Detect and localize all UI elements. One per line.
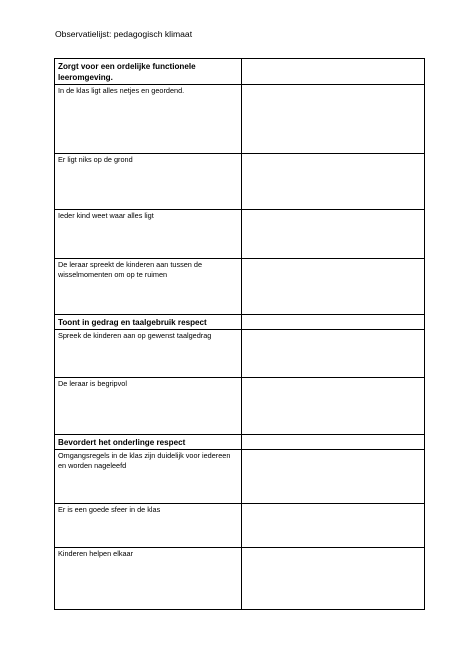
observation-cell[interactable] (242, 330, 425, 378)
table-row (55, 154, 425, 210)
section-header-label: Toont in gedrag en taalgebruik respect (55, 315, 242, 330)
criterion-label: Omgangsregels in de klas zijn duidelijk voor iedereen en worden nageleefd (55, 450, 242, 504)
table-row (55, 85, 425, 154)
criterion-label: Er ligt niks op de grond (55, 154, 242, 210)
criterion-label: Spreek de kinderen aan op gewenst taalgedrag (55, 330, 242, 378)
table-row (55, 450, 425, 504)
section-header-label: Zorgt voor een ordelijke functionele leeromgeving. (55, 59, 242, 85)
observation-table (54, 58, 425, 610)
observation-cell[interactable] (242, 259, 425, 315)
page-title: Observatielijst: pedagogisch klimaat (55, 29, 193, 39)
table-row (55, 210, 425, 259)
observation-cell[interactable] (242, 85, 425, 154)
table-row (55, 330, 425, 378)
table-row (55, 378, 425, 435)
section-header-label: Bevordert het onderlinge respect (55, 435, 242, 450)
table-row (55, 504, 425, 548)
criterion-label: Ieder kind weet waar alles ligt (55, 210, 242, 259)
observation-cell[interactable] (242, 450, 425, 504)
observation-cell[interactable] (242, 548, 425, 610)
observation-cell[interactable] (242, 315, 425, 330)
table-row (55, 259, 425, 315)
observation-cell[interactable] (242, 210, 425, 259)
criterion-label: Er is een goede sfeer in de klas (55, 504, 242, 548)
criterion-label: De leraar spreekt de kinderen aan tussen de wisselmomenten om op te ruimen (55, 259, 242, 315)
observation-cell[interactable] (242, 59, 425, 85)
section-header-row (55, 435, 425, 450)
criterion-label: De leraar is begripvol (55, 378, 242, 435)
section-header-row (55, 59, 425, 85)
observation-cell[interactable] (242, 504, 425, 548)
table-row (55, 548, 425, 610)
criterion-label: Kinderen helpen elkaar (55, 548, 242, 610)
observation-cell[interactable] (242, 378, 425, 435)
observation-cell[interactable] (242, 154, 425, 210)
criterion-label: In de klas ligt alles netjes en geordend. (55, 85, 242, 154)
section-header-row (55, 315, 425, 330)
observation-cell[interactable] (242, 435, 425, 450)
